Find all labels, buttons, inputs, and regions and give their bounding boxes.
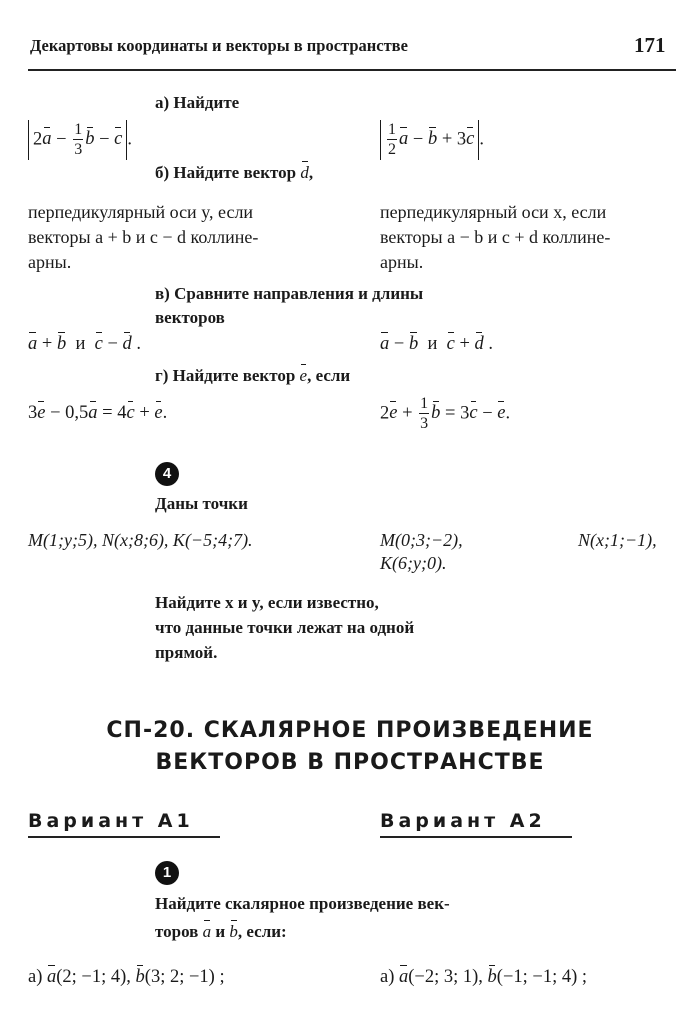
task-v-right-formula: a − b и c + d . — [380, 334, 493, 354]
task-v-line1: в) Сравните направления и длины — [155, 284, 424, 303]
task-v-left-formula: a + b и c − d . — [28, 334, 141, 354]
problem4-question: Найдите x и y, если известно, что данные точки лежат на одной прямой. — [155, 593, 415, 662]
page-number: 171 — [634, 33, 666, 57]
task-b-label: б) Найдите вектор d, — [155, 163, 314, 182]
task-a-left-formula: 2a − $\frac{1}{3}$ b − c . — [28, 120, 132, 160]
task-g-left-formula: 3e − 0,5a = 4c + e. — [28, 403, 168, 423]
header-rule — [28, 69, 676, 71]
task-b-left-text: перпедикулярный оси y, если векторы a + b и c − d коллине- арны. — [28, 202, 259, 272]
running-header: Декартовы координаты и векторы в пространстве — [30, 36, 408, 55]
problem4-right-points-1b: N(x;1;−1), — [578, 530, 657, 550]
problem1-line2: торов a и b, если: — [155, 922, 287, 941]
variant-a1-heading: Вариант А1 — [28, 810, 220, 838]
task-a-right-formula: $\frac{1}{2}$ a − b + 3c . — [380, 120, 484, 160]
problem-number-badge: 4 — [155, 462, 179, 486]
section-title-line2: ВЕКТОРОВ В ПРОСТРАНСТВЕ — [155, 750, 545, 775]
problem1-left-a: а) a(2; −1; 4), b(3; 2; −1) ; — [28, 967, 225, 987]
problem4-right-points-2: K(6;y;0). — [380, 553, 447, 573]
variant-a2-heading: Вариант А2 — [380, 810, 572, 838]
problem4-right-points-1: M(0;3;−2), — [380, 530, 463, 550]
problem-number-badge: 1 — [155, 861, 179, 885]
task-g-label: г) Найдите вектор e, если — [155, 366, 351, 385]
problem4-intro: Даны точки — [155, 494, 248, 513]
problem1-line1: Найдите скалярное произведение век- — [155, 894, 450, 913]
problem1-right-a: а) a(−2; 3; 1), b(−1; −1; 4) ; — [380, 967, 588, 987]
problem4-left-points: M(1;y;5), N(x;8;6), K(−5;4;7). — [28, 530, 253, 550]
task-a-label: а) Найдите — [155, 93, 240, 112]
section-title-line1: СП-20. СКАЛЯРНОЕ ПРОИЗВЕДЕНИЕ — [106, 718, 594, 743]
task-v-line2: векторов — [155, 308, 225, 327]
task-g-right-formula: 2e + $\frac{1}{3}$ b = 3c − e. — [380, 395, 511, 432]
task-b-right-text: перпедикулярный оси x, если векторы a − b и c + d коллине- арны. — [380, 202, 611, 272]
